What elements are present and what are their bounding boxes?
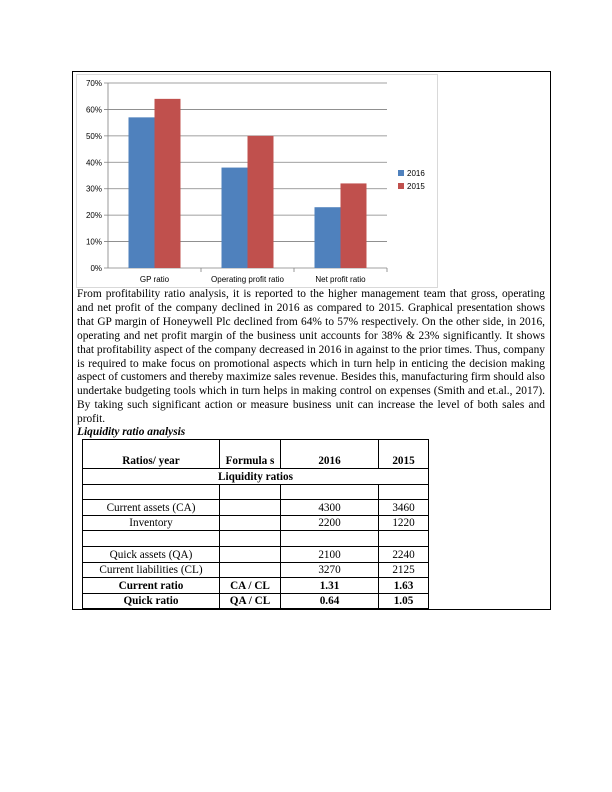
bar-2016-1 (222, 168, 248, 268)
bar-2015-0 (155, 99, 181, 268)
legend-label: 2016 (407, 169, 425, 178)
table-cell: 2100 (281, 546, 379, 562)
legend-label: 2015 (407, 182, 425, 191)
table-cell: 2240 (379, 546, 429, 562)
legend-swatch-2016 (398, 170, 404, 176)
bar-2015-2 (341, 183, 367, 268)
table-subheader-row (83, 469, 429, 485)
bar-2016-0 (129, 117, 155, 268)
analysis-paragraph: From profitability ratio analysis, it is reported to the higher management team that gross, operating and net profit of the company declined in 2016 as compared to 2015. Graphical presentation shows that GP margin of Honeywell Plc declined from 64% to 57% respectively. On the other side, in 2016, operating and net profit margin of the business unit accounts for 38% & 23% significantly. It shows that profitability aspect of the company decreased in 2016 in against to the prior times. Thus, company is required to make focus on promotional aspects which in turn help in enticing the decision making aspect of customers and thereby maximize sales revenue. Besides this, manufacturing firm should also undertake budgeting tools which in turn helps in making control on expenses (Smith and et.al., 2017). By taking such significant action or measure business unit can increase the level of both sales and profit. (77, 288, 545, 426)
table-cell: 2125 (379, 562, 429, 578)
header-cell: 2016 (281, 440, 379, 469)
bar-2016-2 (315, 207, 341, 268)
table-cell: Quick ratio (83, 593, 220, 609)
header-cell: 2015 (379, 440, 429, 469)
subheader-cell: Liquidity ratios (83, 469, 429, 485)
table-cell: 1.05 (379, 593, 429, 609)
table-cell: 3460 (379, 500, 429, 516)
table-cell: 1220 (379, 515, 429, 531)
table-row (83, 515, 429, 531)
table-row (83, 546, 429, 562)
table-row (83, 578, 429, 594)
table-cell: 0.64 (281, 593, 379, 609)
table-cell: 1.31 (281, 578, 379, 594)
table-cell (220, 484, 281, 500)
legend-swatch-2015 (398, 183, 404, 189)
table-row (83, 500, 429, 516)
liquidity-table (82, 439, 429, 609)
table-row (83, 484, 429, 500)
table-cell (281, 484, 379, 500)
table-cell: QA / CL (220, 593, 281, 609)
x-tick-label: Net profit ratio (315, 275, 366, 284)
table-cell: 1.63 (379, 578, 429, 594)
x-tick-label: Operating profit ratio (211, 275, 284, 284)
table-cell (281, 531, 379, 547)
table-cell (83, 484, 220, 500)
table-cell: Current liabilities (CL) (83, 562, 220, 578)
table-cell (220, 546, 281, 562)
table-cell: Current ratio (83, 578, 220, 594)
y-tick-label: 40% (85, 158, 102, 168)
table-row (83, 531, 429, 547)
x-tick-label: GP ratio (139, 275, 170, 284)
y-tick-label: 0% (90, 264, 102, 273)
header-cell: Formula s (220, 440, 281, 469)
table-cell: Current assets (CA) (83, 500, 220, 516)
profitability-chart (76, 74, 438, 288)
y-tick-label: 20% (85, 211, 102, 221)
table-cell (220, 531, 281, 547)
table-cell: 2200 (281, 515, 379, 531)
header-cell: Ratios/ year (83, 440, 220, 469)
table-row (83, 593, 429, 609)
table-cell (220, 500, 281, 516)
bar-chart-svg (77, 75, 439, 289)
table-cell: Quick assets (QA) (83, 546, 220, 562)
table-cell: 4300 (281, 500, 379, 516)
table-header-row (83, 440, 429, 469)
table-cell (220, 515, 281, 531)
table-cell (379, 484, 429, 500)
table-cell (379, 531, 429, 547)
table-cell (83, 531, 220, 547)
y-tick-label: 30% (85, 184, 102, 194)
y-tick-label: 10% (85, 237, 102, 247)
section-title: Liquidity ratio analysis (77, 426, 186, 438)
table-cell (220, 562, 281, 578)
table-cell: 3270 (281, 562, 379, 578)
y-tick-label: 60% (85, 105, 102, 115)
table-cell: Inventory (83, 515, 220, 531)
y-tick-label: 70% (85, 79, 102, 88)
table-row (83, 562, 429, 578)
table-cell: CA / CL (220, 578, 281, 594)
bar-2015-1 (248, 136, 274, 268)
y-tick-label: 50% (85, 131, 102, 141)
